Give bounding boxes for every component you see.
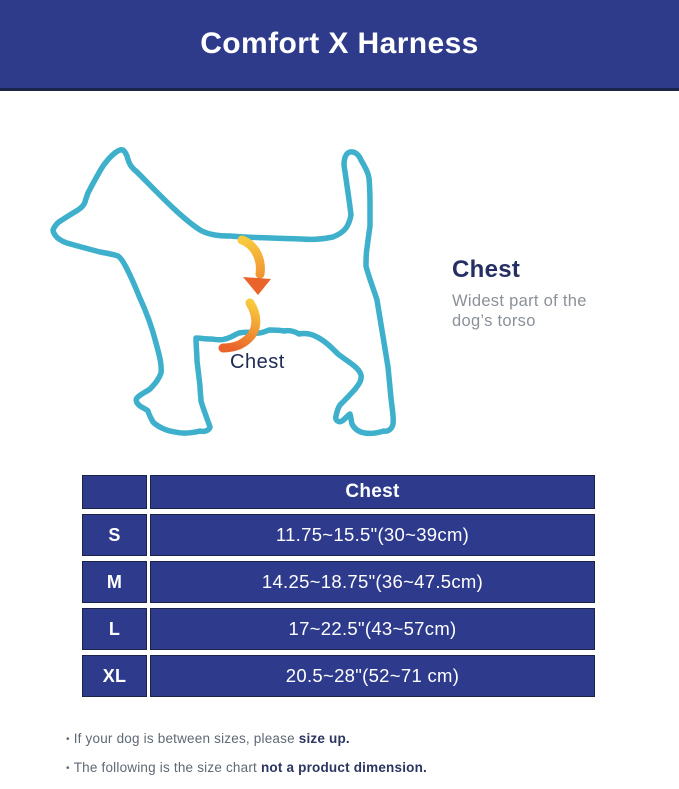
footnote-not-product-dimension: • The following is the size chart not a product dimension. — [66, 760, 427, 775]
table-header-chest: Chest — [150, 475, 595, 509]
table-row-size-m: M — [82, 561, 147, 603]
table-row-size-xl: XL — [82, 655, 147, 697]
measurement-arrowhead-icon — [243, 277, 271, 295]
table-row-value-s: 11.75~15.5"(30~39cm) — [150, 514, 595, 556]
table-corner-cell — [82, 475, 147, 509]
title-banner — [0, 0, 679, 91]
measurement-band-upper — [242, 240, 260, 274]
chest-info-description: Widest part of the dog’s torso — [452, 292, 587, 330]
footnotes — [66, 731, 427, 789]
bullet-icon: • — [66, 763, 70, 774]
dog-measurement-illustration — [40, 120, 440, 460]
table-row-value-m: 14.25~18.75"(36~47.5cm) — [150, 561, 595, 603]
bullet-icon: • — [66, 734, 70, 745]
chest-info-title: Chest — [452, 256, 521, 283]
table-row-value-xl: 20.5~28"(52~71 cm) — [150, 655, 595, 697]
table-row-size-s: S — [82, 514, 147, 556]
dog-outline — [53, 150, 393, 434]
measurement-band-lower — [223, 303, 256, 348]
chest-band-label: Chest — [230, 351, 285, 373]
table-row-value-l: 17~22.5"(43~57cm) — [150, 608, 595, 650]
size-chart-table — [82, 475, 595, 697]
chest-info-block — [452, 256, 632, 331]
page-title: Comfort X Harness — [200, 27, 479, 60]
table-row-size-l: L — [82, 608, 147, 650]
footnote-size-up: • If your dog is between sizes, please size up. — [66, 731, 350, 746]
